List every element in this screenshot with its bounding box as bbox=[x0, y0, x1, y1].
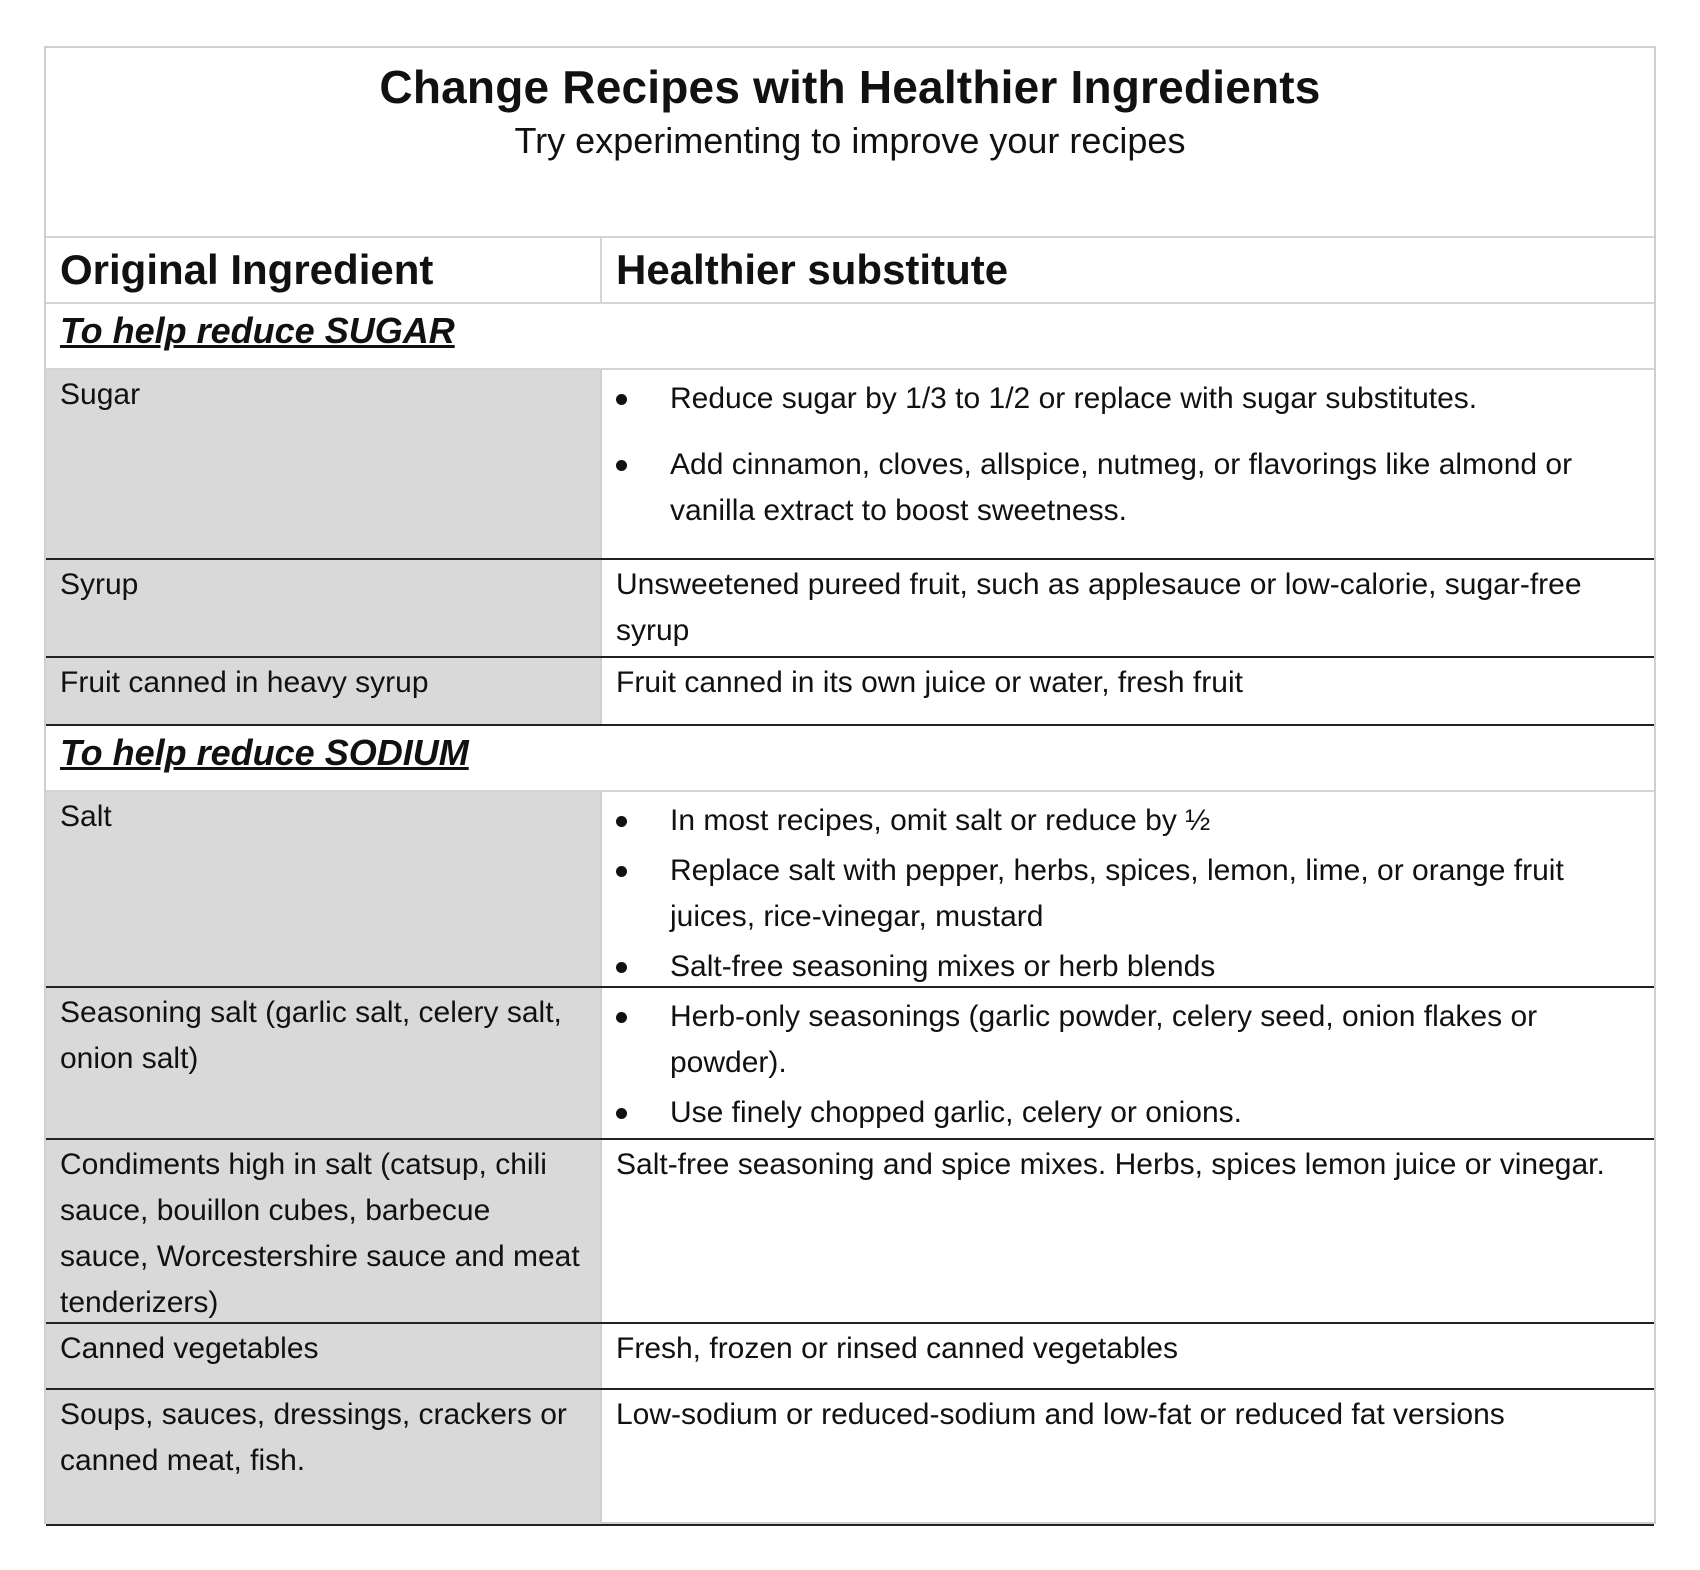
bullet-item bbox=[616, 376, 1638, 422]
substitute-cell bbox=[602, 370, 1656, 558]
table-row-sugar bbox=[46, 370, 1654, 560]
substitute-bullet-list bbox=[616, 994, 1638, 1136]
original-ingredient-cell: Condiments high in salt (catsup, chili sauce, bouillon cubes, barbecue sauce, Worcestershire sauce and meat tenderizers) bbox=[46, 1140, 602, 1322]
column-header-substitute: Healthier substitute bbox=[616, 246, 1009, 293]
column-header-original: Original Ingredient bbox=[46, 238, 602, 302]
original-ingredient-cell: Salt bbox=[46, 792, 602, 986]
table-row-syrup bbox=[46, 560, 1654, 658]
bullet-dot-icon bbox=[616, 460, 627, 471]
table-row-canned-vegetables bbox=[46, 1324, 1654, 1390]
bullet-dot-icon bbox=[616, 962, 627, 973]
bullet-item bbox=[616, 994, 1638, 1086]
bullet-item bbox=[616, 944, 1638, 990]
page-subtitle: Try experimenting to improve your recipes bbox=[514, 120, 1186, 161]
bullet-item bbox=[616, 1090, 1638, 1136]
substitute-cell: Salt-free seasoning and spice mixes. Herbs, spices lemon juice or vinegar. bbox=[616, 1148, 1605, 1181]
bullet-dot-icon bbox=[616, 816, 627, 827]
substitute-bullet-list bbox=[616, 376, 1638, 534]
bullet-dot-icon bbox=[616, 866, 627, 877]
original-ingredient-cell: Sugar bbox=[46, 370, 602, 558]
bullet-text: Use finely chopped garlic, celery or onions. bbox=[670, 1096, 1242, 1129]
bullet-text: In most recipes, omit salt or reduce by ½ bbox=[670, 804, 1211, 837]
document-page bbox=[44, 46, 1656, 1524]
page-title: Change Recipes with Healthier Ingredients bbox=[379, 61, 1321, 113]
table-row-salt bbox=[46, 792, 1654, 988]
bullet-dot-icon bbox=[616, 1108, 627, 1119]
original-ingredient-cell: Seasoning salt (garlic salt, celery salt, onion salt) bbox=[46, 988, 602, 1138]
bullet-item bbox=[616, 798, 1638, 844]
original-ingredient-cell: Canned vegetables bbox=[46, 1324, 602, 1388]
section-row-sodium bbox=[46, 726, 1654, 792]
table-row-seasoning-salt bbox=[46, 988, 1654, 1140]
bullet-text: Reduce sugar by 1/3 to 1/2 or replace with sugar substitutes. bbox=[670, 382, 1478, 415]
bullet-item bbox=[616, 848, 1638, 940]
section-label-sodium: To help reduce SODIUM bbox=[60, 732, 469, 773]
section-label-sugar: To help reduce SUGAR bbox=[60, 310, 455, 351]
table-row-fruit-canned bbox=[46, 658, 1654, 726]
substitute-cell bbox=[602, 792, 1656, 986]
bullet-text: Replace salt with pepper, herbs, spices, lemon, lime, or orange fruit juices, rice-vinegar, mustard bbox=[670, 854, 1564, 933]
substitute-cell: Low-sodium or reduced-sodium and low-fat or reduced fat versions bbox=[616, 1398, 1505, 1431]
substitute-cell bbox=[602, 988, 1656, 1138]
bullet-text: Herb-only seasonings (garlic powder, celery seed, onion flakes or powder). bbox=[670, 1000, 1538, 1079]
substitute-cell: Fresh, frozen or rinsed canned vegetables bbox=[616, 1332, 1178, 1365]
bullet-text: Salt-free seasoning mixes or herb blends bbox=[670, 950, 1216, 983]
table-row-condiments bbox=[46, 1140, 1654, 1324]
bullet-dot-icon bbox=[616, 394, 627, 405]
table-row-soups bbox=[46, 1390, 1654, 1526]
original-ingredient-cell: Syrup bbox=[46, 560, 602, 656]
original-ingredient-cell: Fruit canned in heavy syrup bbox=[46, 658, 602, 724]
substitute-bullet-list bbox=[616, 798, 1638, 990]
substitute-cell: Unsweetened pureed fruit, such as applesauce or low-calorie, sugar-free syrup bbox=[616, 568, 1582, 647]
bullet-text: Add cinnamon, cloves, allspice, nutmeg, or flavorings like almond or vanilla extract to boost sweetness. bbox=[670, 448, 1573, 527]
section-row-sugar bbox=[46, 304, 1654, 370]
bullet-item bbox=[616, 442, 1638, 534]
original-ingredient-cell: Soups, sauces, dressings, crackers or canned meat, fish. bbox=[46, 1390, 602, 1524]
table-header-row bbox=[46, 236, 1654, 304]
bullet-dot-icon bbox=[616, 1012, 627, 1023]
substitute-cell: Fruit canned in its own juice or water, fresh fruit bbox=[616, 666, 1243, 699]
